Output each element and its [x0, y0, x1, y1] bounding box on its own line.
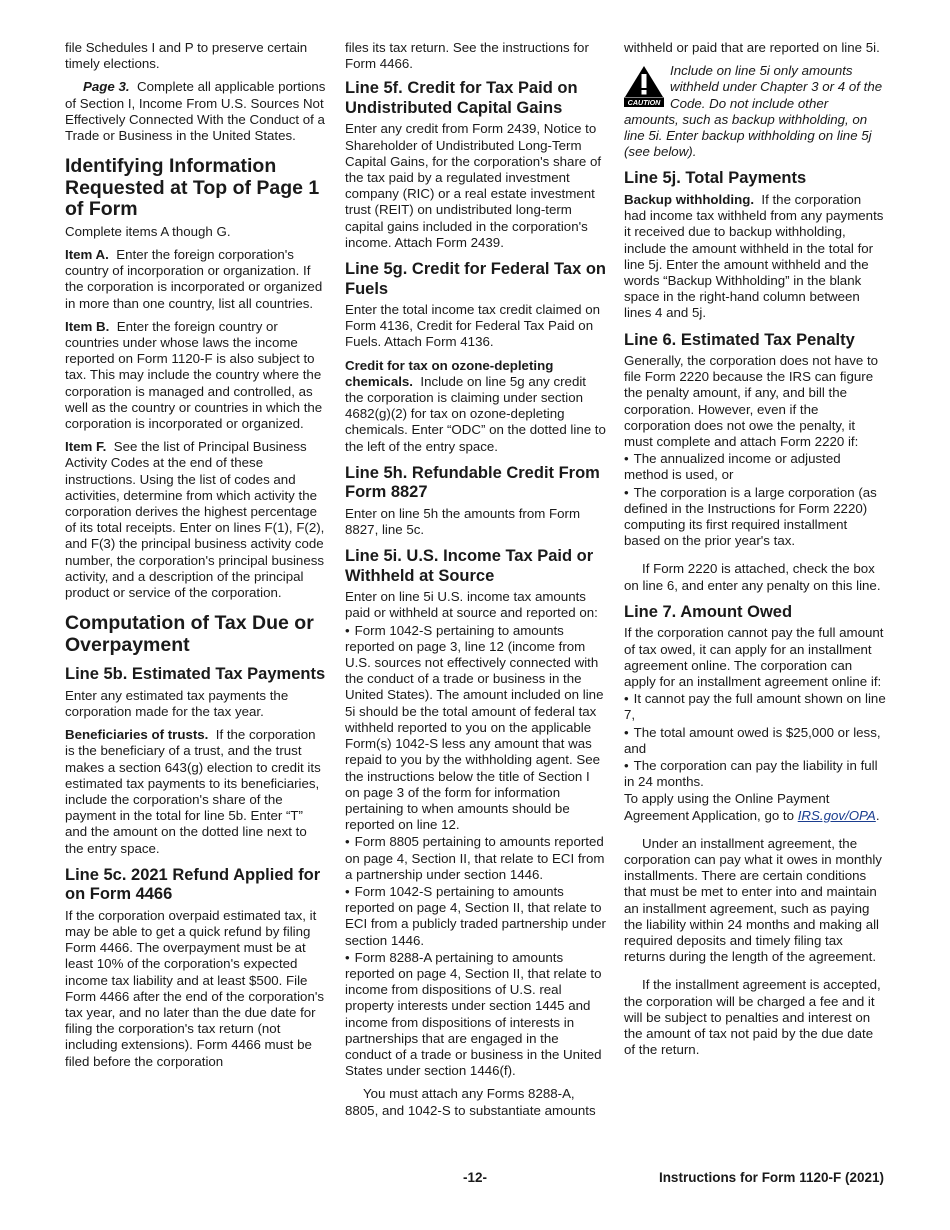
line-6-attached-text: If Form 2220 is attached, check the box on line 6, and enter any penalty on this line.: [624, 561, 881, 593]
line-5g-text: Enter the total income tax credit claimed on Form 4136, Credit for Federal Tax Paid on Fuels. Attach Form 4136.: [345, 302, 600, 350]
heading-identifying-information: Identifying Information Requested at Top of Page 1 of Form: [65, 155, 320, 221]
heading-line-5j: Line 5j. Total Payments: [624, 169, 807, 188]
heading-line-7: Line 7. Amount Owed: [624, 602, 793, 621]
opa-paragraph: To apply using the Online Payment Agreement Application, go to IRS.gov/OPA.: [624, 791, 880, 823]
accepted-text: If the installment agreement is accepted, the corporation will be charged a fee and it will be subject to penalties and interest on the amount of tax not paid by the due date of the return.: [624, 977, 881, 1058]
line-5i-bullet: • Form 8288-A pertaining to amounts reported on page 4, Section II, that relate to income from dispositions of U.S. real property interests under section 1445 and income from dispositions of interests in partnerships that are engaged in the conduct of a trade or business in the United States under section 1446(f).: [345, 950, 607, 1080]
column-2: [345, 40, 607, 1126]
complete-items-text: Complete items A though G.: [65, 223, 231, 239]
paragraph-continuation: files its tax return. See the instructions for Form 4466.: [345, 40, 589, 72]
item-a-label: Item A.: [65, 246, 109, 262]
line-7-bullet: • The total amount owed is $25,000 or less, and: [624, 725, 886, 757]
column-3: [624, 40, 886, 1065]
heading-line-5f: Line 5f. Credit for Tax Paid on Undistributed Capital Gains: [345, 79, 578, 117]
installment-text: Under an installment agreement, the corporation can pay what it owes in monthly installments. There are certain conditions that must be met to enter into and maintain an installment agreement, such as paying the liability within 24 months and making all required deposits and timely filing tax returns during the length of the agreement.: [624, 835, 882, 965]
line-6-bullet: • The corporation is a large corporation (as defined in the Instructions for Form 2220) computing its first required installment based on the prior year's tax.: [624, 485, 886, 550]
line-7-bullet: • The corporation can pay the liability in full in 24 months.: [624, 758, 886, 790]
caution-note: [624, 63, 886, 160]
heading-line-6: Line 6. Estimated Tax Penalty: [624, 330, 855, 349]
line-5i-text: Enter on line 5i U.S. income tax amounts paid or withheld at source and reported on:: [345, 589, 598, 621]
attach-forms-text: You must attach any Forms 8288-A, 8805, and 1042-S to substantiate amounts: [345, 1086, 596, 1118]
line-5i-bullet: • Form 1042-S pertaining to amounts reported on page 4, Section II, that relate to ECI from a publicly traded partnership under section 1446.: [345, 884, 607, 949]
line-5b-text: Enter any estimated tax payments the corporation made for the tax year.: [65, 687, 289, 719]
backup-text: If the corporation had income tax withheld from any payments it received due to backup withholding, include the amount withheld in the total for line 5j. Enter the amount withheld and the words “Backup Withholding” in the blank space in the right-hand column between lines 4 and 5j.: [624, 191, 884, 321]
heading-computation: Computation of Tax Due or Overpayment: [65, 612, 314, 656]
item-f-label: Item F.: [65, 439, 107, 455]
backup-paragraph: [624, 192, 886, 322]
caution-text: Include on line 5i only amounts withheld under Chapter 3 or 4 of the Code. Do not include other amounts, such as backup withholding, on line 5i. Enter backup withholding on line 5j (see below).: [624, 63, 883, 160]
heading-line-5h: Line 5h. Refundable Credit From Form 8827: [345, 463, 600, 502]
line-5i-bullet: • Form 1042-S pertaining to amounts reported on page 3, line 12 (income from U.S. sources not effectively connected with the conduct of a trade or business in the United States). The amount included on line 5i should be the total amount of federal tax withheld reported to you on the applicable Form(s) 1042-S less any amount that was repaid to you by the withholding agent. See the instructions below the title of Section I on page 3 of the form for information pertaining to when amounts should be reported on line 12.: [345, 623, 607, 834]
paragraph-continuation: withheld or paid that are reported on line 5i.: [624, 40, 880, 55]
heading-line-5g: Line 5g. Credit for Federal Tax on Fuels: [345, 260, 606, 298]
page3-label: Page 3.: [83, 79, 130, 95]
item-a-text: Enter the foreign corporation's country of incorporation or organization. If the corporation is incorporated or organized in more than one country, list all countries.: [65, 246, 323, 311]
item-f-text: See the list of Principal Business Activity Codes at the end of these instructions. Using the list of codes and activities, determine from which activity the corporation derives the highest percentage of its total receipts. Enter on lines F(1), F(2), and F(3) the principal business activity code number, the corporation's principal business activity, and a description of the principal product or service of the corporation.: [65, 439, 325, 600]
line-6-text: Generally, the corporation does not have to file Form 2220 because the IRS can figure the penalty amount, if any, and bill the corporation. However, even if the corporation does not owe the penalty, it must complete and attach Form 2220 if:: [624, 353, 879, 450]
heading-line-5i: Line 5i. U.S. Income Tax Paid or Withheld at Source: [345, 547, 594, 585]
page3-paragraph: [65, 79, 327, 144]
ozone-label: Credit for tax on ozone-depleting chemicals.: [345, 357, 554, 389]
paragraph-continuation: file Schedules I and P to preserve certain timely elections.: [65, 40, 308, 72]
trusts-paragraph: [65, 727, 327, 857]
line-5h-text: Enter on line 5h the amounts from Form 8827, line 5c.: [345, 505, 581, 538]
trusts-text: If the corporation is the beneficiary of a trust, and the trust makes a section 643(g) election to credit its estimated tax payments to its beneficiaries, include the corporation's share of the payment in the total for line 5b. Enter “T” and the amount on the dotted line next to the entry space.: [65, 727, 321, 856]
caution-icon: [624, 65, 664, 107]
item-a-paragraph: [65, 247, 327, 312]
item-f-paragraph: [65, 439, 327, 601]
caution-label: CAUTION: [627, 98, 661, 108]
page-number: -12-: [462, 1170, 487, 1185]
heading-line-5c: Line 5c. 2021 Refund Applied for on Form 4466: [65, 865, 321, 904]
line-5i-bullet: • Form 8805 pertaining to amounts reported on page 4, Section II, that relate to ECI from a partnership under section 1446.: [345, 834, 607, 883]
item-b-text: Enter the foreign country or countries under whose laws the income reported on Form 1120-F is also subject to tax. This may include the country where the corporation is managed and controlled, as well as the country or countries in which the corporation is incorporated or organized.: [65, 318, 323, 431]
item-b-label: Item B.: [65, 318, 110, 334]
heading-line-5b: Line 5b. Estimated Tax Payments: [65, 665, 326, 684]
item-b-paragraph: [65, 319, 327, 432]
backup-label: Backup withholding.: [624, 191, 755, 207]
line-6-bullet: • The annualized income or adjusted method is used, or: [624, 451, 886, 483]
line-7-bullet: • It cannot pay the full amount shown on line 7,: [624, 691, 886, 723]
line-7-text: If the corporation cannot pay the full amount of tax owed, it can apply for an installment agreement online. The corporation can apply for an installment agreement online if:: [624, 625, 884, 689]
trusts-label: Beneficiaries of trusts.: [65, 727, 209, 743]
line-5f-text: Enter any credit from Form 2439, Notice to Shareholder of Undistributed Long-Term Capital Gains, for the corporation's share of the tax paid by a regulated investment company (RIC) or a real estate investment trust (REIT) on undistributed long-term capital gains included in the corporation's income. Attach Form 2439.: [345, 121, 602, 250]
ozone-text: Include on line 5g any credit the corporation is claiming under section 4682(g)(2) for tax on ozone-depleting chemicals. Enter “ODC” on the dotted line to the left of the entry space.: [345, 373, 606, 454]
opa-link[interactable]: IRS.gov/OPA: [797, 807, 876, 823]
line-5c-text: If the corporation overpaid estimated tax, it may be able to get a quick refund by filing Form 4466. The overpayment must be at least 10% of the corporation's expected income tax liability and at least $500. File Form 4466 after the end of the corporation's tax year, and no later than the due date for filing the corporation's tax return (not including extensions). Form 4466 must be filed before the corporation: [65, 907, 325, 1069]
ozone-paragraph: [345, 358, 607, 455]
opa-text: To apply using the Online Payment Agreement Application, go to: [624, 791, 830, 823]
column-1: [65, 40, 327, 1077]
footer-title: Instructions for Form 1120-F (2021): [658, 1170, 884, 1185]
page3-text: Complete all applicable portions of Section I, Income From U.S. Sources Not Effectively Connected With the Conduct of a Trade or Business in the United States.: [65, 79, 326, 144]
